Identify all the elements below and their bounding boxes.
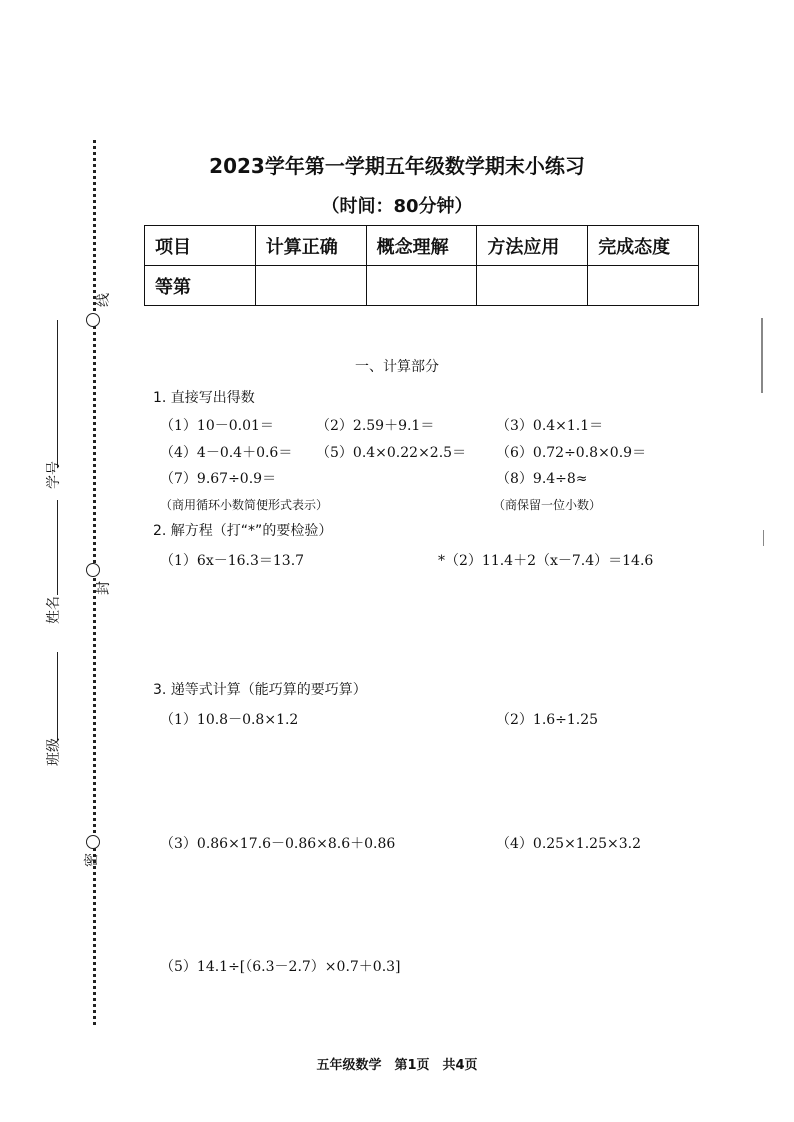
binding-circle-icon: [86, 835, 100, 849]
binding-circle-icon: [86, 563, 100, 577]
grade-row-label: 等第: [145, 266, 256, 306]
grade-table-header-cell: 概念理解: [366, 226, 477, 266]
question-2-item: （1）6x－16.3＝13.7: [160, 553, 305, 569]
question-1-note-left: （商用循环小数简便形式表示）: [160, 498, 329, 512]
question-3-item: （1）10.8－0.8×1.2: [160, 712, 299, 728]
grade-cell-blank: [366, 266, 477, 306]
question-2-title: 2. 解方程（打“*”的要检验）: [153, 523, 333, 539]
name-underline: [57, 500, 58, 595]
grade-table-header-row: [145, 226, 699, 266]
page-title: 2023学年第一学期五年级数学期末小练习: [209, 154, 585, 178]
exam-duration: （时间：80分钟）: [321, 196, 473, 217]
question-3-title: 3. 递等式计算（能巧算的要巧算）: [153, 682, 367, 698]
field-class-label: 班级: [46, 738, 62, 766]
question-1-note-right: （商保留一位小数）: [493, 498, 602, 512]
question-1-item: （4）4－0.4＋0.6＝: [160, 445, 293, 461]
scan-edge-mark: [761, 318, 763, 393]
class-underline: [57, 652, 58, 740]
grade-table-header-cell: 完成态度: [588, 226, 699, 266]
section-title-calculation: 一、计算部分: [355, 359, 439, 375]
scan-edge-mark: [763, 530, 764, 546]
grade-cell-blank: [255, 266, 366, 306]
grade-table-header-cell: 方法应用: [477, 226, 588, 266]
question-1-item: （7）9.67÷0.9＝: [160, 471, 277, 487]
question-1-item: （6）0.72÷0.8×0.9＝: [496, 445, 647, 461]
binding-circle-icon: [86, 313, 100, 327]
question-1-item: （5）0.4×0.22×2.5＝: [316, 445, 467, 461]
grade-table: [144, 225, 699, 306]
grade-table-header-cell: 项目: [145, 226, 256, 266]
binding-label-line: 线: [96, 293, 112, 307]
grade-cell-blank: [477, 266, 588, 306]
question-3-item: （2）1.6÷1.25: [496, 712, 599, 728]
question-1-item: （2）2.59＋9.1＝: [316, 418, 435, 434]
grade-cell-blank: [588, 266, 699, 306]
grade-table-header-cell: 计算正确: [255, 226, 366, 266]
field-name-label: 姓名: [46, 596, 62, 624]
student-no-underline: [57, 320, 58, 468]
question-1-item: （3）0.4×1.1＝: [496, 418, 604, 434]
binding-label-seal: 封: [96, 581, 112, 595]
grade-table-row: [145, 266, 699, 306]
field-student-no-label: 学号: [46, 461, 62, 489]
question-3-item: （3）0.86×17.6－0.86×8.6＋0.86: [160, 836, 396, 852]
question-2-item: *（2）11.4＋2（x－7.4）＝14.6: [438, 553, 654, 569]
page-footer: 五年级数学 第1页 共4页: [316, 1058, 478, 1073]
question-1-item: （1）10－0.01＝: [160, 418, 274, 434]
question-1-title: 1. 直接写出得数: [153, 390, 255, 406]
binding-label-secret: 密: [84, 853, 100, 867]
question-3-item: （5）14.1÷[（6.3－2.7）×0.7＋0.3]: [160, 959, 401, 975]
question-3-item: （4）0.25×1.25×3.2: [496, 836, 641, 852]
question-1-item: （8）9.4÷8≈: [496, 471, 588, 487]
